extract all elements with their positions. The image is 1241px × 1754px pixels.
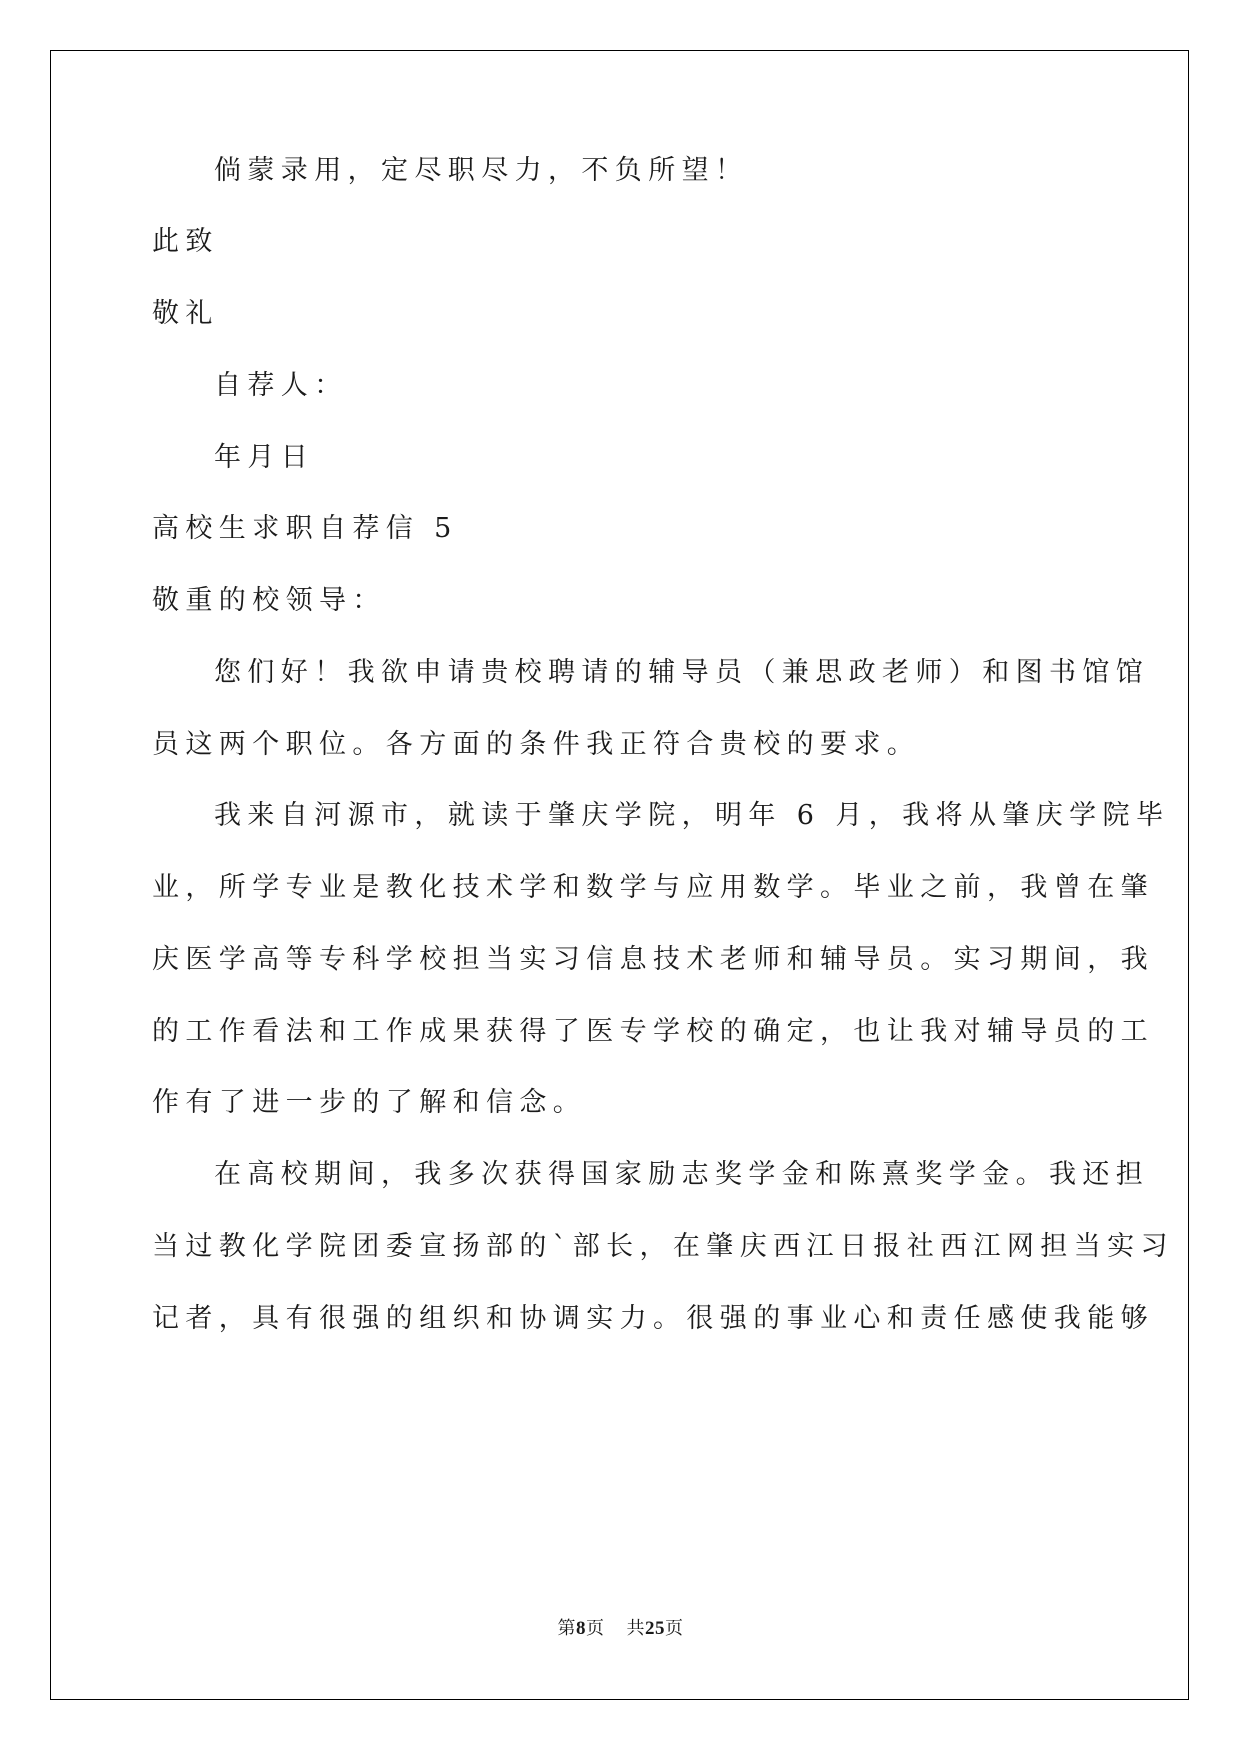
text-line: 的工作看法和工作成果获得了医专学校的确定，也让我对辅导员的工	[152, 1016, 1154, 1047]
text-line: 此致	[152, 226, 219, 257]
text-line: 我来自河源市，就读于肇庆学院，明年 6 月，我将从肇庆学院毕	[214, 800, 1170, 831]
salutation: 敬重的校领导：	[152, 585, 386, 616]
text-line: 当过教化学院团委宣扬部的`部长，在肇庆西江日报社西江网担当实习	[152, 1231, 1174, 1262]
text-line: 记者，具有很强的组织和协调实力。很强的事业心和责任感使我能够	[152, 1303, 1154, 1334]
footer-prefix: 第	[557, 1618, 576, 1639]
footer-total-prefix: 共	[626, 1618, 645, 1639]
text-line: 倘蒙录用，定尽职尽力，不负所望！	[214, 155, 749, 186]
page-footer	[0, 1617, 1241, 1641]
footer-page-word: 页	[586, 1618, 605, 1639]
total-page-number: 25	[645, 1618, 665, 1639]
text-line: 您们好！我欲申请贵校聘请的辅导员（兼思政老师）和图书馆馆	[214, 657, 1150, 688]
text-line: 庆医学高等专科学校担当实习信息技术老师和辅导员。实习期间，我	[152, 944, 1154, 975]
text-line: 在高校期间，我多次获得国家励志奖学金和陈熹奖学金。我还担	[214, 1159, 1150, 1190]
text-line: 敬礼	[152, 298, 219, 329]
text-line: 员这两个职位。各方面的条件我正符合贵校的要求。	[152, 729, 921, 760]
footer-total-suffix: 页	[665, 1618, 684, 1639]
section-heading: 高校生求职自荐信 5	[152, 513, 458, 544]
current-page-number: 8	[576, 1618, 586, 1639]
text-line: 作有了进一步的了解和信念。	[152, 1087, 587, 1118]
text-line: 年月日	[214, 442, 315, 473]
text-line: 自荐人：	[214, 370, 348, 401]
text-line: 业，所学专业是教化技术学和数学与应用数学。毕业之前，我曾在肇	[152, 872, 1154, 903]
